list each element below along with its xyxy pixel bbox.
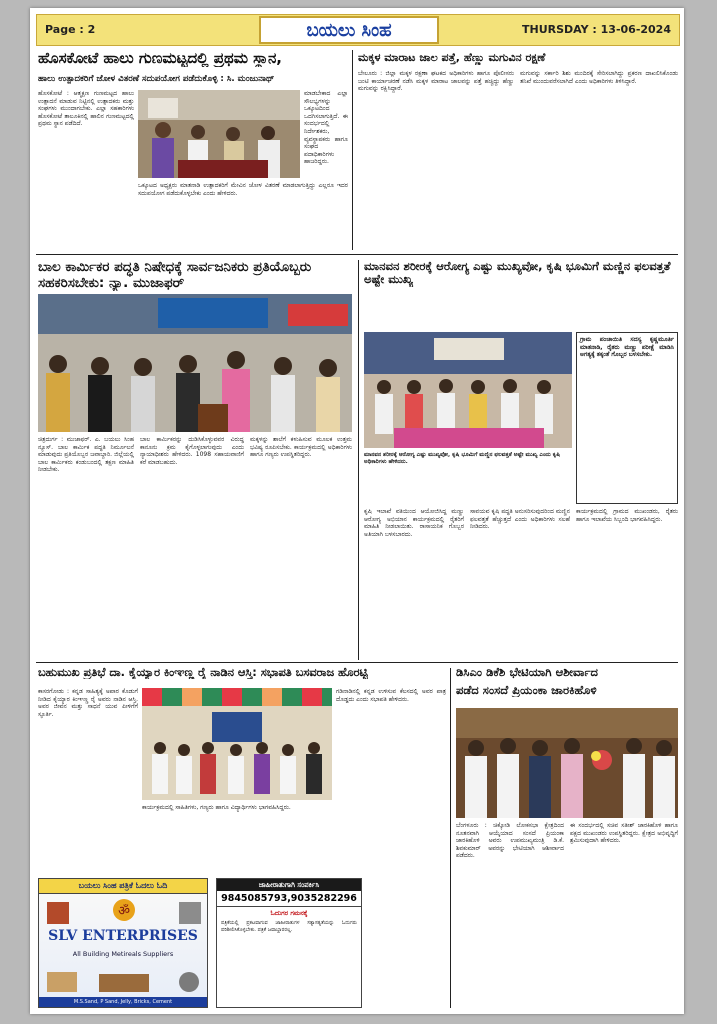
health-body-1: ಕೃಷಿ ಇಲಾಖೆ ವತಿಯಿಂದ ಆಯೋಜಿಸಿದ್ದ ಮಣ್ಣು ಆರೋಗ್ಯ ಅಭಿಯಾನ ಕಾರ್ಯಕ್ರಮದಲ್ಲಿ ರೈತರಿಗೆ ಮಾಹಿತಿ ನೀಡಲಾಯಿತು. ರಾಸಾಯನಿಕ ಗೊಬ್ಬರ ಅತಿಯಾಗಿ ಬಳಸಬಾರದು. bbox=[364, 508, 464, 538]
slv-enterprises-ad[interactable] bbox=[38, 878, 208, 1008]
milk-photo bbox=[138, 90, 300, 178]
milk-body-3: ಮಾಡಬೇಕಾದ ಎಲ್ಲಾ ಸೌಲಭ್ಯಗಳನ್ನು ಒಕ್ಕೂಟದಿಂದ ಒದಗಿಸಲಾಗುತ್ತಿದೆ. ಈ ಸಂದರ್ಭದಲ್ಲಿ ನಿರ್ದೇಶಕರು, ವ್ಯವಸ್ಥಾಪಕರು ಹಾಗೂ ಸಂಘದ ಪದಾಧಿಕಾರಿಗಳು ಹಾಜರಿದ್ದರು. bbox=[304, 90, 348, 166]
contact-heading: ಜಾಹೀರಾತುಗಾಗಿ ಸಂಪರ್ಕಿಸಿ bbox=[217, 879, 361, 891]
page-number: Page : 2 bbox=[45, 23, 96, 36]
health-body-3: ಕಾರ್ಯಕ್ರಮದಲ್ಲಿ ಗ್ರಾಮದ ಮುಖಂಡರು, ರೈತರು ಹಾಗೂ ಇಲಾಖೆಯ ಸಿಬ್ಬಂದಿ ಭಾಗವಹಿಸಿದ್ದರು. bbox=[576, 508, 678, 523]
child-labour-headline: ಬಾಲ ಕಾರ್ಮಿಕರ ಪದ್ಧತಿ ನಿಷೇಧಕ್ಕೆ ಸಾರ್ವಜನಿಕರು ಪ್ರತಿಯೊಬ್ಬರು ಸಹಕರಿಸಬೇಕು: ನ್ಯಾ. ಮುಜಾಫರ್ bbox=[38, 260, 312, 291]
notice-text: ಪತ್ರಿಕೆಯಲ್ಲಿ ಪ್ರಕಟವಾಗುವ ಜಾಹೀರಾತುಗಳ ಸತ್ಯಾಸತ್ಯತೆಯನ್ನು ಓದುಗರು ಪರಿಶೀಲಿಸಿಕೊಳ್ಳಬೇಕು. ಪತ್ರಿಕೆ ಜವಾಬ್ದಾರರಲ್ಲ. bbox=[221, 920, 357, 933]
women-body-1: ಬೇಲೂರು : ಜಿಲ್ಲಾ ಮಕ್ಕಳ ರಕ್ಷಣಾ ಘಟಕದ ಅಧಿಕಾರಿಗಳು ಹಾಗೂ ಪೊಲೀಸರು ಜಂಟಿ ಕಾರ್ಯಾಚರಣೆ ನಡೆಸಿ ಮಕ್ಕಳ ಮಾರಾಟ ಜಾಲವನ್ನು ಪತ್ತೆ ಹಚ್ಚಿದ್ದು ಹೆಣ್ಣು ಮಗುವನ್ನು ರಕ್ಷಿಸಿದ್ದಾರೆ. bbox=[358, 70, 514, 93]
svg-text:ॐ: ॐ bbox=[118, 904, 130, 919]
women-headline: ಮಕ್ಕಳ ಮಾರಾಟ ಜಾಲ ಪತ್ತೆ, ಹೆಣ್ಣು ಮಗುವಿನ ರಕ್ಷಣೆ bbox=[358, 52, 546, 64]
milk-body-1: ಹೊಸಕೋಟೆ : ಆತ್ಮಕ್ಷಣ ಗುಣಮಟ್ಟದ ಹಾಲು ಉತ್ಪಾದನೆ ಮಾಡುವ ನಿಟ್ಟಿನಲ್ಲಿ ಉತ್ಪಾದಕರು ಮತ್ತು ಸಂಘಗಳು ಮುಂದಾಗಬೇಕು. ಎಲ್ಲಾ ಸಹಕಾರಿಗಳು ಹೊಸಕೋಟೆ ತಾಲೂಕಿನಲ್ಲಿ ಹಾಲಿನ ಗುಣಮಟ್ಟದಲ್ಲಿ ಪ್ರಥಮ ಸ್ಥಾನ ಪಡೆದಿದೆ. bbox=[38, 90, 134, 128]
health-photo-caption: ಮಾನವನ ಶರೀರಕ್ಕೆ ಆರೋಗ್ಯ ಎಷ್ಟು ಮುಖ್ಯವೋ, ಕೃಷಿ ಭೂಮಿಗೆ ಮಣ್ಣಿನ ಫಲವತ್ತತೆ ಅಷ್ಟೇ ಮುಖ್ಯ ಎಂದು ಕೃಷಿ ಅಧಿಕಾರಿಗಳು ಹೇಳಿದರು. bbox=[364, 452, 561, 465]
notice-heading: ಓದುಗರ ಗಮನಕ್ಕೆ bbox=[270, 909, 308, 917]
kempanna-body-2: ಕಾರ್ಯಕ್ರಮದಲ್ಲಿ ಸಾಹಿತಿಗಳು, ಗಣ್ಯರು ಹಾಗೂ ವಿದ್ಯಾರ್ಥಿಗಳು ಭಾಗವಹಿಸಿದ್ದರು. bbox=[142, 804, 291, 811]
paper-title: ಬಯಲು ಸಿಂಹ bbox=[259, 16, 439, 44]
health-sidebar: ಗ್ರಾಮ ಪಂಚಾಯಿತಿ ಸದಸ್ಯ ಕೃಷ್ಣಮೂರ್ತಿ ಮಾತನಾಡಿ, ರೈತರು ಮಣ್ಣು ಪರೀಕ್ಷೆ ಮಾಡಿಸಿ ಅಗತ್ಯಕ್ಕೆ ತಕ್ಕಂತೆ ಗೊಬ್ಬರ ಬಳಸಬೇಕು. bbox=[576, 332, 678, 504]
newspaper-page bbox=[30, 8, 684, 1014]
dkshi-headline-line-2: ಪಡೆದ ಸಂಸದೆ ಪ್ರಿಯಂಕಾ ಜಾರಕಿಹೊಳಿ bbox=[456, 684, 597, 697]
issue-date: THURSDAY : 13-06-2024 bbox=[521, 23, 671, 36]
child-labour-body-3: ಮಕ್ಕಳನ್ನು ಶಾಲೆಗೆ ಕಳುಹಿಸುವ ಮೂಲಕ ಉತ್ತಮ ಭವಿಷ್ಯ ರೂಪಿಸಬೇಕು. ಕಾರ್ಯಕ್ರಮದಲ್ಲಿ ಅಧಿಕಾರಿಗಳು ಹಾಗೂ ಗಣ್ಯರು ಉಪಸ್ಥಿತರಿದ್ದರು. bbox=[250, 436, 352, 459]
child-labour-body-2: ಬಾಲ ಕಾರ್ಮಿಕರನ್ನು ದುಡಿಸಿಕೊಳ್ಳುವವರ ವಿರುದ್ಧ ಕಾನೂನು ಕ್ರಮ ಕೈಗೊಳ್ಳಲಾಗುವುದು ಎಂದು ನ್ಯಾಯಾಧೀಶರು ಹೇಳಿದರು. 1098 ಸಹಾಯವಾಣಿಗೆ ಕರೆ ಮಾಡಬಹುದು. bbox=[140, 436, 244, 466]
dkshi-body-2: ಈ ಸಂದರ್ಭದಲ್ಲಿ ಸಚಿವ ಸತೀಶ್ ಜಾರಕಿಹೊಳಿ ಹಾಗೂ ಪಕ್ಷದ ಮುಖಂಡರು ಉಪಸ್ಥಿತರಿದ್ದರು. ಕ್ಷೇತ್ರದ ಅಭಿವೃದ್ಧಿಗೆ ಶ್ರಮಿಸುವುದಾಗಿ ಹೇಳಿದರು. bbox=[570, 822, 678, 845]
health-headline: ಮಾನವನ ಶರೀರಕ್ಕೆ ಆರೋಗ್ಯ ಎಷ್ಟು ಮುಖ್ಯವೋ, ಕೃಷಿ ಭೂಮಿಗೆ ಮಣ್ಣಿನ ಫಲವತ್ತತೆ ಅಷ್ಟೇ ಮುಖ್ಯ bbox=[364, 260, 671, 287]
milk-subhead: ಹಾಲು ಉತ್ಪಾದಕರಿಗೆ ಜೋಳ ವಿತರಣೆ ಸದುಪಯೋಗ ಪಡೆದುಕೊಳ್ಳಿ : ಸಿ. ಮಂಜುನಾಥ್ bbox=[38, 74, 275, 84]
ad-footer: M.S.Sand, P Sand, Jelly, Bricks, Cement bbox=[39, 997, 207, 1008]
masthead bbox=[36, 14, 680, 46]
company-tagline: All Building Metireals Suppliers bbox=[72, 950, 174, 958]
om-logo-icon bbox=[39, 894, 208, 997]
column-divider bbox=[358, 260, 359, 660]
company-name: SLV ENTERPRISES bbox=[48, 928, 198, 944]
dkshi-headline-line-1: ಡಿಸಿಎಂ ಡಿಕೆಶಿ ಭೇಟಿಯಾಗಿ ಆಶೀರ್ವಾದ bbox=[456, 666, 599, 679]
ad-banner-label: ಬಯಲು ಸಿಂಹ ಪತ್ರಿಕೆ ಓದಲು ಓದಿ bbox=[39, 879, 207, 894]
child-labour-photo bbox=[38, 294, 352, 432]
kempanna-body-3: ಗಡಿನಾಡಿನಲ್ಲಿ ಕನ್ನಡ ಉಳಿಸುವ ಕೆಲಸದಲ್ಲಿ ಅವರ ಪಾತ್ರ ದೊಡ್ಡದು ಎಂದು ಸಭಾಪತಿ ಹೇಳಿದರು. bbox=[336, 688, 446, 703]
milk-body-2: ಒಕ್ಕೂಟದ ಅಧ್ಯಕ್ಷರು ಮಾತನಾಡಿ ಉತ್ಪಾದಕರಿಗೆ ಮೇವಿನ ಜೋಳ ವಿತರಣೆ ಮಾಡಲಾಗುತ್ತಿದ್ದು ಎಲ್ಲರೂ ಇದರ ಸದುಪಯೋಗ ಪಡೆದುಕೊಳ್ಳಬೇಕು ಎಂದು ಹೇಳಿದರು. bbox=[138, 182, 348, 197]
women-body-2: ಮಗುವನ್ನು ಸರ್ಕಾರಿ ಶಿಶು ಮಂದಿರಕ್ಕೆ ಸೇರಿಸಲಾಗಿದ್ದು ಪ್ರಕರಣ ದಾಖಲಿಸಿಕೊಂಡು ತನಿಖೆ ಮುಂದುವರೆಸಲಾಗಿದೆ ಎಂದು ಅಧಿಕಾರಿಗಳು ತಿಳಿಸಿದ್ದಾರೆ. bbox=[520, 70, 678, 85]
child-labour-body-1: ಚಿತ್ರದುರ್ಗ : ಮುಜಾಫರ್. ಎ. ಬಯಲು ಸಿಂಹ ನ್ಯೂಸ್. ಬಾಲ ಕಾರ್ಮಿಕ ಪದ್ಧತಿ ನಿರ್ಮೂಲನೆ ಮಾಡುವುದು ಪ್ರತಿಯೊಬ್ಬರ ಜವಾಬ್ದಾರಿ. ಜಿಲ್ಲೆಯಲ್ಲಿ ಬಾಲ ಕಾರ್ಮಿಕರು ಕಂಡುಬಂದಲ್ಲಿ ತಕ್ಷಣ ಮಾಹಿತಿ ನೀಡಬೇಕು. bbox=[38, 436, 134, 474]
dkshi-photo bbox=[456, 708, 678, 818]
section-divider bbox=[36, 662, 678, 663]
health-body-2: ಸಾವಯವ ಕೃಷಿ ಪದ್ಧತಿ ಅನುಸರಿಸುವುದರಿಂದ ಮಣ್ಣಿನ ಫಲವತ್ತತೆ ಹೆಚ್ಚುತ್ತದೆ ಎಂದು ಅಧಿಕಾರಿಗಳು ಸಲಹೆ ನೀಡಿದರು. bbox=[470, 508, 570, 531]
column-divider bbox=[450, 668, 451, 1008]
kempanna-headline: ಬಹುಮುಖ ಪ್ರತಿಭೆ ದಾ. ಕೈಯ್ಯಾರ ಕಿಂಞಣ್ಣ ರೈ ನಾಡಿನ ಆಸ್ತಿ: ಸಭಾಪತಿ ಬಸವರಾಜ ಹೊರಟ್ಟಿ bbox=[38, 666, 368, 679]
column-divider bbox=[352, 50, 353, 250]
health-photo bbox=[364, 332, 572, 448]
dkshi-body-1: ಬೆಂಗಳೂರು : ಚಿಕ್ಕೋಡಿ ಲೋಕಸಭಾ ಕ್ಷೇತ್ರದಿಂದ ನೂತನವಾಗಿ ಆಯ್ಕೆಯಾದ ಸಂಸದೆ ಪ್ರಿಯಂಕಾ ಜಾರಕಿಹೊಳಿ ಅವರು ಉಪಮುಖ್ಯಮಂತ್ರಿ ಡಿ.ಕೆ. ಶಿವಕುಮಾರ್ ಅವರನ್ನು ಭೇಟಿಯಾಗಿ ಆಶೀರ್ವಾದ ಪಡೆದರು. bbox=[456, 822, 564, 860]
classified-ad-box bbox=[216, 878, 362, 1008]
milk-headline: ಹೊಸಕೋಟೆ ಹಾಲು ಗುಣಮಟ್ಟದಲ್ಲಿ ಪ್ರಥಮ ಸ್ಥಾನ, bbox=[38, 50, 282, 67]
contact-phone[interactable]: 9845085793,9035282296 bbox=[217, 891, 361, 907]
section-divider bbox=[36, 254, 678, 255]
kempanna-photo bbox=[142, 688, 332, 800]
kempanna-body-1: ಕಾಸರಗೋಡು : ಕನ್ನಡ ಸಾಹಿತ್ಯಕ್ಕೆ ಅಪಾರ ಕೊಡುಗೆ ನೀಡಿದ ಕೈಯ್ಯಾರ ಕಿಂಞಣ್ಣ ರೈ ಅವರು ನಾಡಿನ ಆಸ್ತಿ. ಅವರ ಜೀವನ ಮತ್ತು ಸಾಧನೆ ಯುವ ಪೀಳಿಗೆಗೆ ಸ್ಫೂರ್ತಿ. bbox=[38, 688, 138, 718]
